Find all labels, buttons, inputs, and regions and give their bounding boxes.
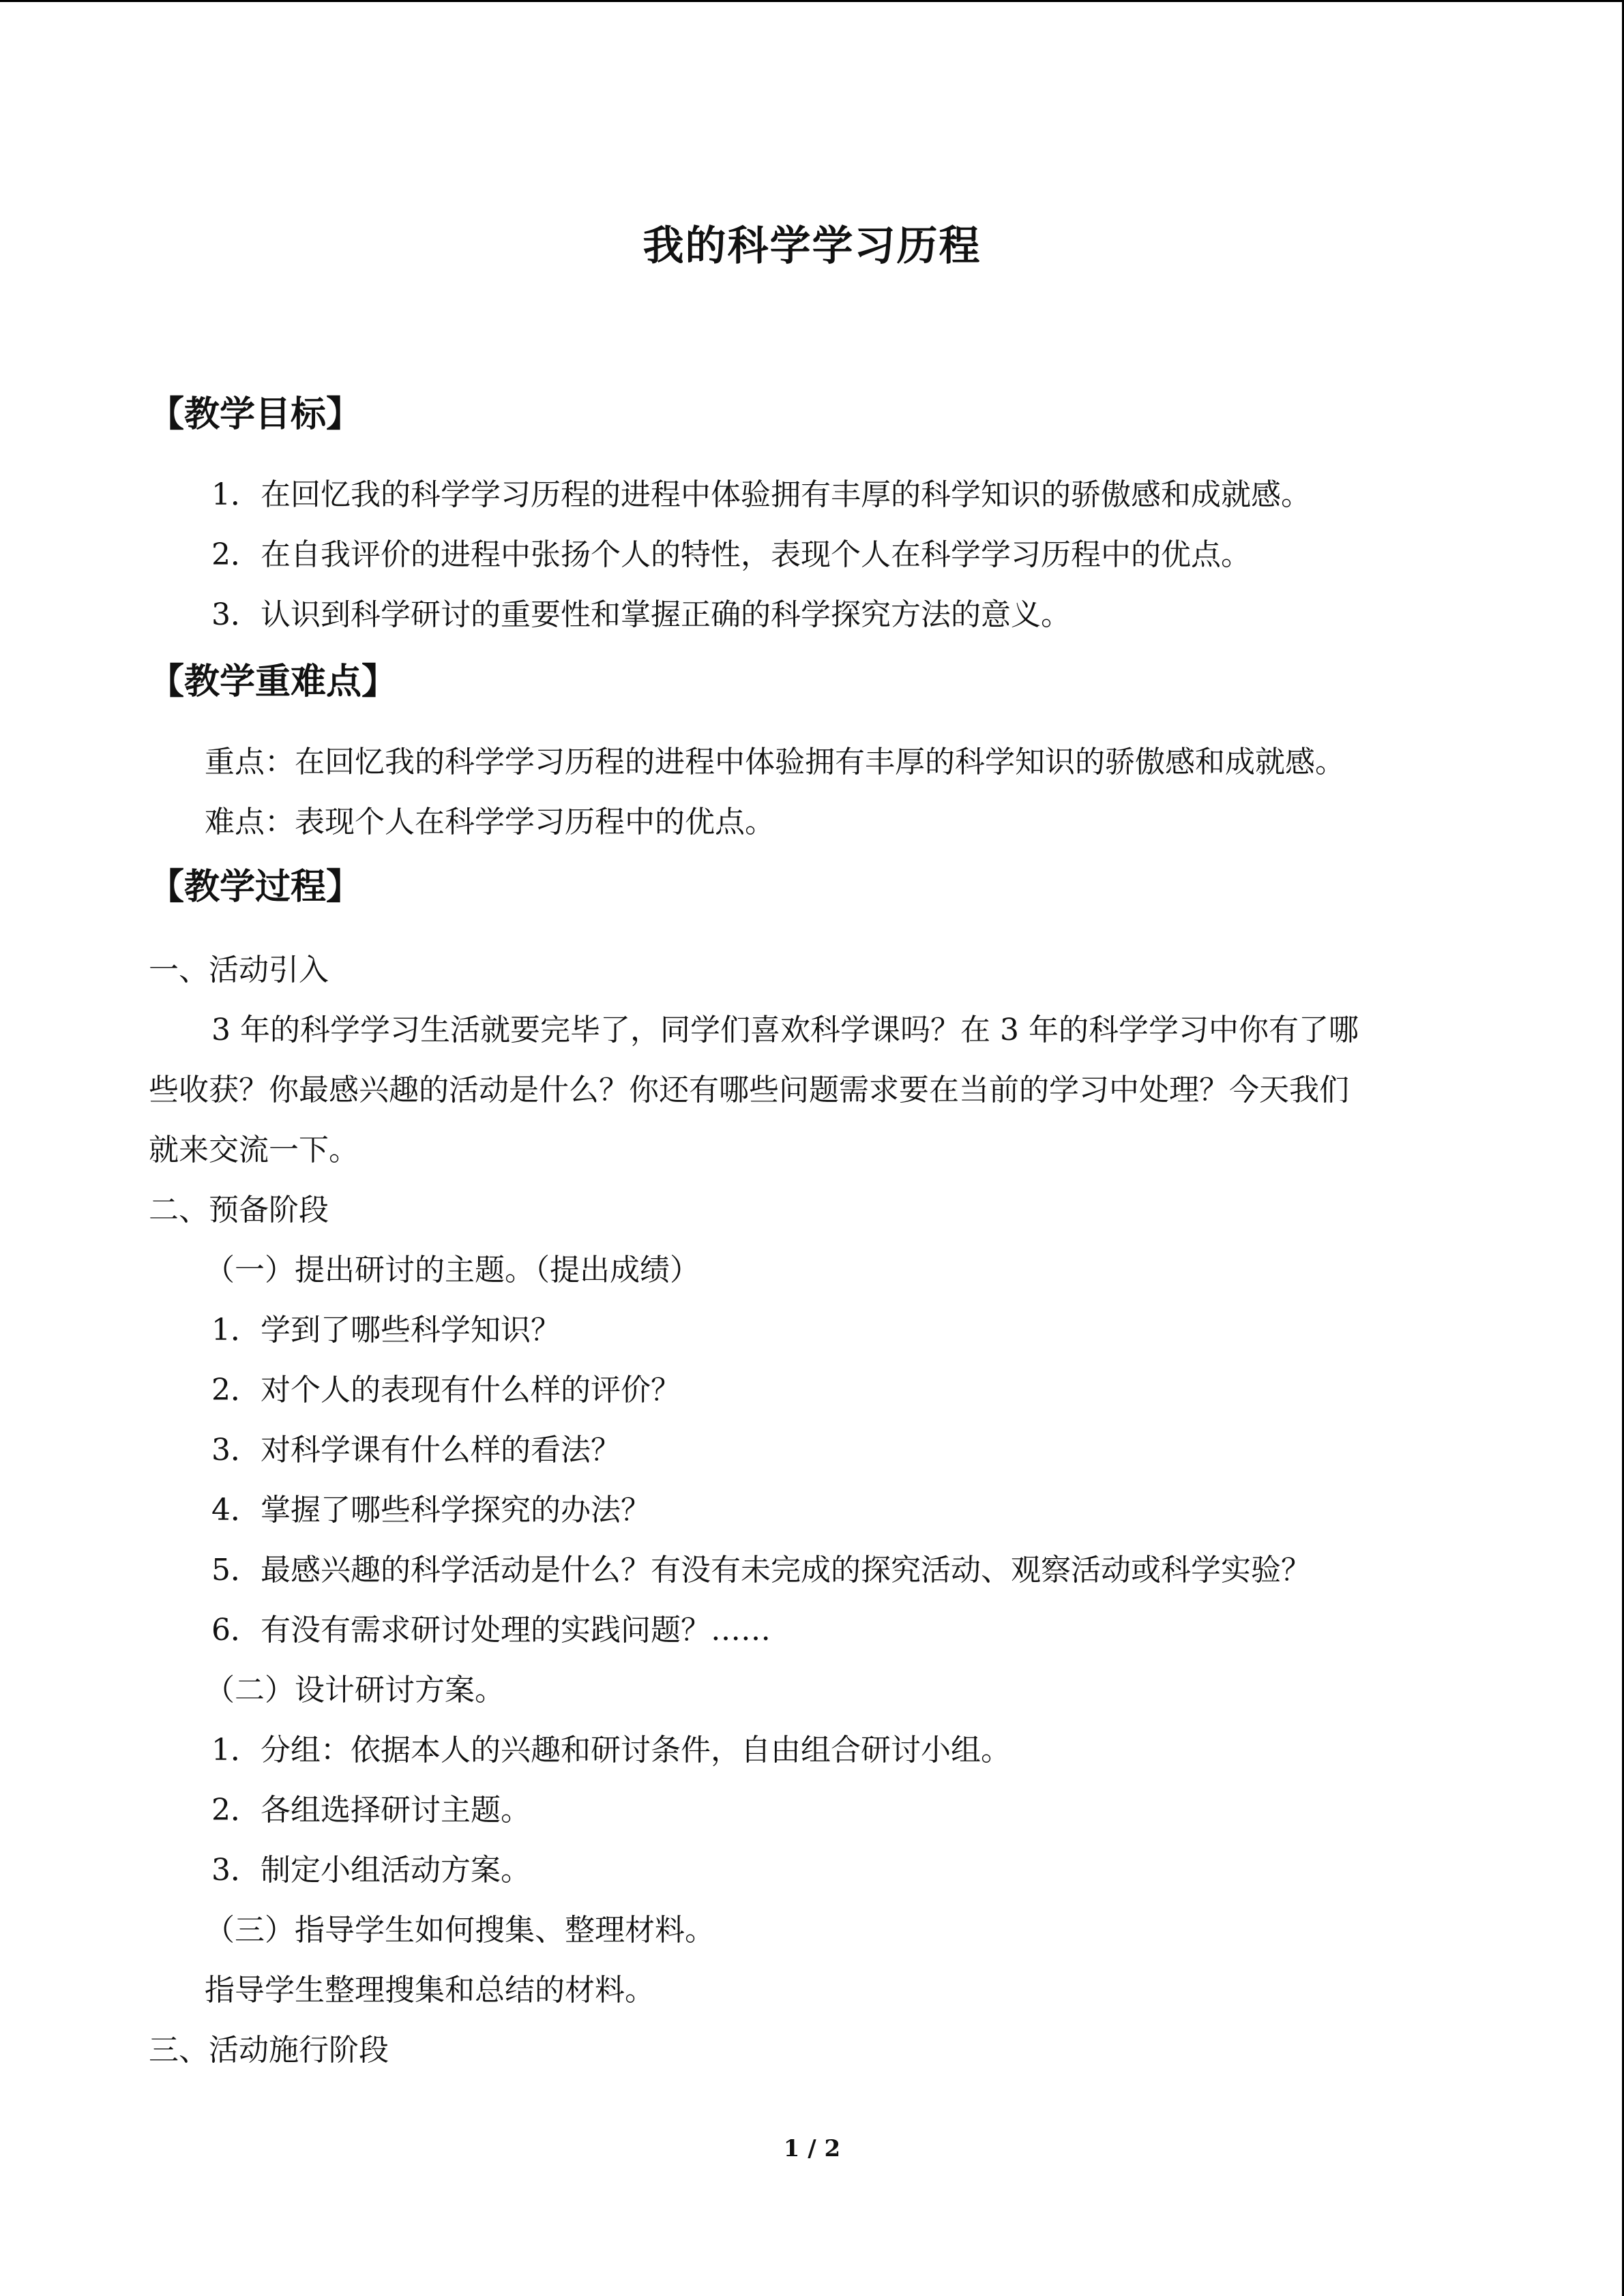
paragraph-line: 就来交流一下。 bbox=[149, 1133, 359, 1167]
list-item: 2．对个人的表现有什么样的评价？ bbox=[211, 1373, 681, 1407]
keypoint-item: 难点：表现个人在科学学习历程中的优点。 bbox=[205, 805, 775, 839]
paragraph-line: 些收获？你最感兴趣的活动是什么？你还有哪些问题需求要在当前的学习中处理？今天我们 bbox=[149, 1073, 1349, 1107]
list-item: 4．掌握了哪些科学探究的办法？ bbox=[211, 1493, 651, 1527]
list-item: 3．制定小组活动方案。 bbox=[211, 1853, 531, 1888]
page-number: 1 / 2 bbox=[783, 2135, 841, 2162]
list-item: 3．对科学课有什么样的看法？ bbox=[211, 1433, 621, 1467]
list-item: 1．学到了哪些科学知识？ bbox=[211, 1313, 561, 1347]
subsection-title: （一）提出研讨的主题。（提出成绩） bbox=[205, 1253, 700, 1287]
paragraph-line: 指导学生整理搜集和总结的材料。 bbox=[205, 1973, 655, 2008]
part-title: 三、活动施行阶段 bbox=[149, 2033, 389, 2068]
goal-item: 3．认识到科学研讨的重要性和掌握正确的科学探究方法的意义。 bbox=[211, 597, 1071, 632]
goal-item: 1．在回忆我的科学学习历程的进程中体验拥有丰厚的科学知识的骄傲感和成就感。 bbox=[211, 477, 1311, 512]
section-heading-keypoints: 【教学重难点】 bbox=[149, 661, 398, 702]
subsection-title: （二）设计研讨方案。 bbox=[205, 1673, 505, 1708]
keypoint-item: 重点：在回忆我的科学学习历程的进程中体验拥有丰厚的科学知识的骄傲感和成就感。 bbox=[205, 745, 1345, 779]
list-item: 5．最感兴趣的科学活动是什么？有没有未完成的探究活动、观察活动或科学实验？ bbox=[211, 1553, 1311, 1587]
part-title: 二、预备阶段 bbox=[149, 1193, 329, 1227]
list-item: 1．分组：依据本人的兴趣和研讨条件，自由组合研讨小组。 bbox=[211, 1733, 1011, 1768]
subsection-title: （三）指导学生如何搜集、整理材料。 bbox=[205, 1913, 715, 1948]
section-heading-process: 【教学过程】 bbox=[149, 866, 362, 908]
section-heading-goals: 【教学目标】 bbox=[149, 393, 362, 435]
page-title: 我的科学学习历程 bbox=[643, 222, 981, 270]
part-title: 一、活动引入 bbox=[149, 953, 329, 987]
paragraph-line: 3 年的科学学习生活就要完毕了，同学们喜欢科学课吗？在 3 年的科学学习中你有了哪 bbox=[211, 1013, 1359, 1047]
goal-item: 2．在自我评价的进程中张扬个人的特性，表现个人在科学学习历程中的优点。 bbox=[211, 537, 1251, 572]
list-item: 6．有没有需求研讨处理的实践问题？…… bbox=[211, 1613, 771, 1648]
list-item: 2．各组选择研讨主题。 bbox=[211, 1793, 531, 1828]
